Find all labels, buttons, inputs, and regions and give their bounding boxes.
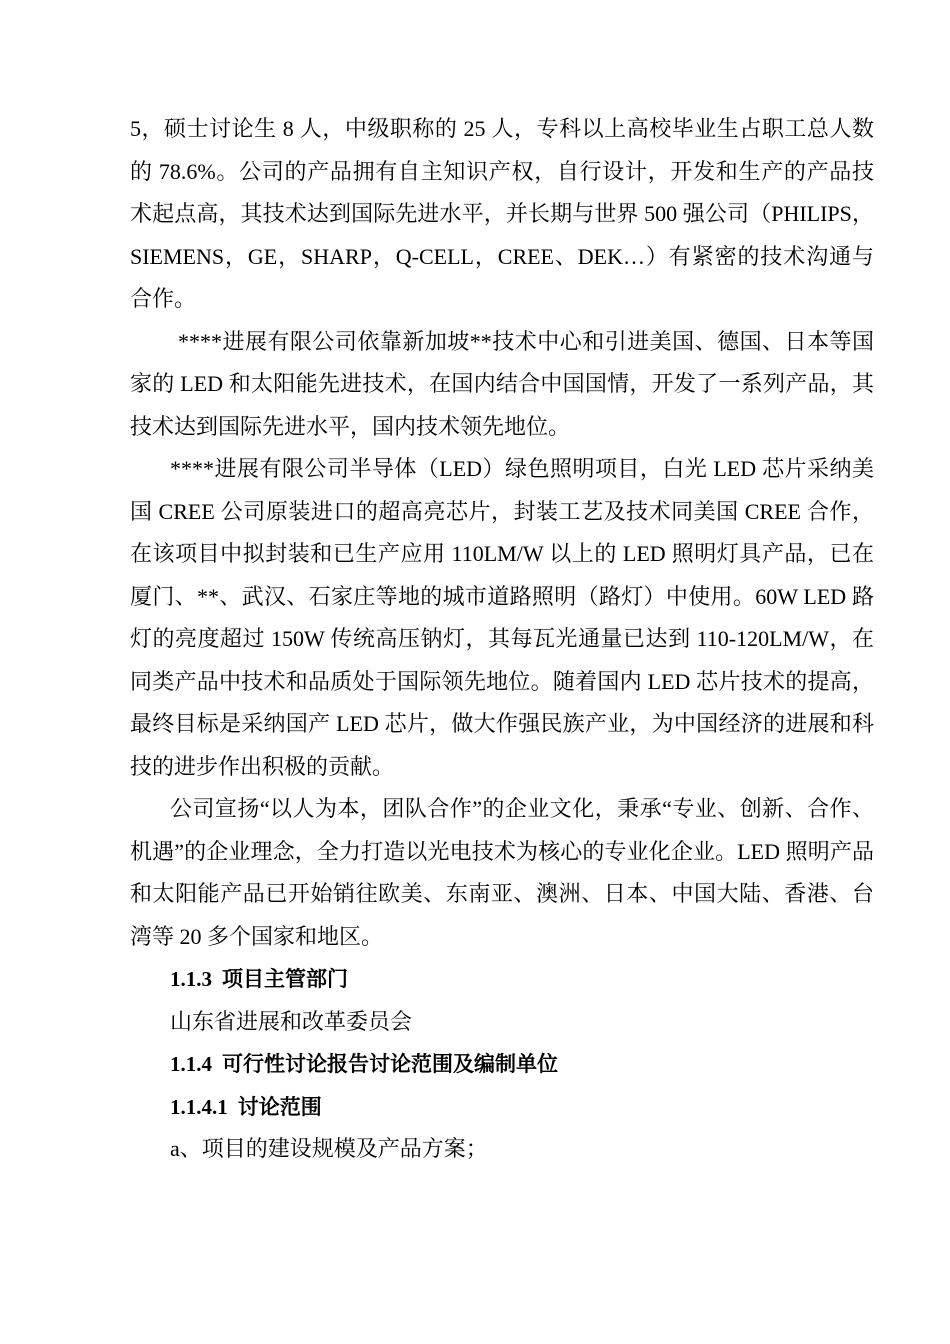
- paragraph-staff-and-technology: 5，硕士讨论生 8 人，中级职称的 25 人，专科以上高校毕业生占职工总人数的 78.6%。公司的产品拥有自主知识产权，自行设计，开发和生产的产品技术起点高，其技术达到国际先进水平，并长期与世界 500 强公司（PHILIPS，SIEMENS，GE，SHARP，Q-CELL，CREE、DEK…）有紧密的技术沟通与合作。: [130, 116, 874, 311]
- list-item-a: a、项目的建设规模及产品方案；: [170, 1136, 488, 1161]
- paragraph-singapore-tech-center: ****进展有限公司依靠新加坡**技术中心和引进美国、德国、日本等国家的 LED 和太阳能先进技术，在国内结合中国国情，开发了一系列产品，其技术达到国际先进水平，国内技术领先地位。: [130, 328, 874, 439]
- paragraph-led-lighting-project: ****进展有限公司半导体（LED）绿色照明项目，白光 LED 芯片采纳美国 CREE 公司原装进口的超高亮芯片，封装工艺及技术同美国 CREE 合作，在该项目中拟封装和已生产应用 110LM/W 以上的 LED 照明灯具产品，已在厦门、**、武汉、石家庄等地的城市道路照明（路灯）中使用。60W LED 路灯的亮度超过 150W 传统高压钠灯，其每瓦光通量已达到 110-120LM/W，在同类产品中技术和品质处于国际领先地位。随着国内 LED 芯片技术的提高，最终目标是采纳国产 LED 芯片，做大作强民族产业，为中国经济的进展和科技的进步作出积极的贡献。: [130, 456, 874, 779]
- section-number: 1.1.4: [170, 1052, 212, 1076]
- section-number: 1.1.4.1: [170, 1094, 228, 1119]
- section-heading-1-1-4-1: [130, 1086, 874, 1129]
- section-heading-1-1-4: [130, 1043, 874, 1086]
- section-number: 1.1.3: [170, 967, 212, 991]
- section-title: 项目主管部门: [222, 967, 348, 991]
- document-body: [130, 108, 874, 1171]
- supervising-department: 山东省进展和改革委员会: [170, 1008, 413, 1034]
- section-heading-1-1-3: [130, 958, 874, 1001]
- section-title: 讨论范围: [237, 1094, 322, 1119]
- section-title: 可行性讨论报告讨论范围及编制单位: [222, 1052, 558, 1076]
- paragraph-corporate-culture: 公司宣扬“以人为本，团队合作”的企业文化，秉承“专业、创新、合作、机遇”的企业理念，全力打造以光电技术为核心的专业化企业。LED 照明产品和太阳能产品已开始销往欧美、东南亚、澳洲、日本、中国大陆、香港、台湾等 20 多个国家和地区。: [130, 796, 874, 949]
